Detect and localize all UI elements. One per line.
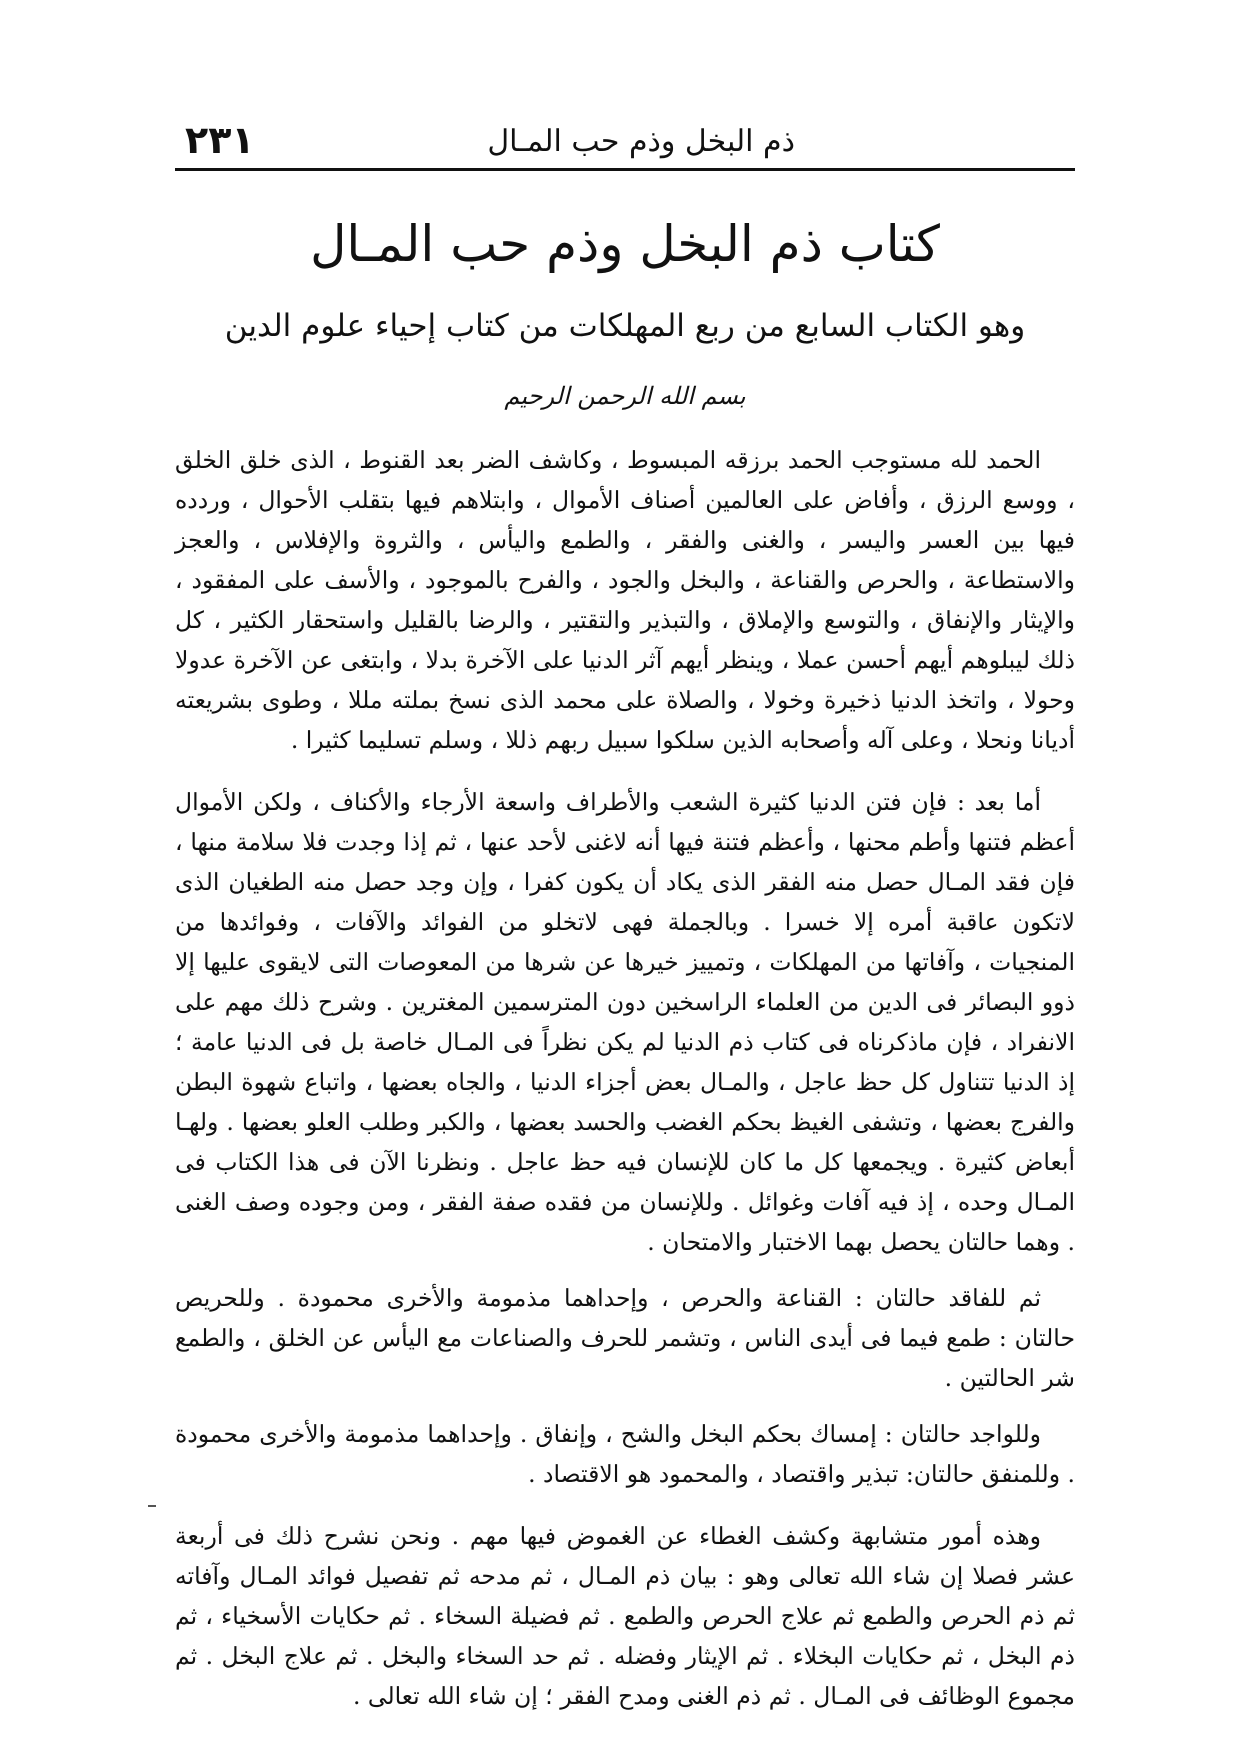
paragraph-introduction: أما بعد : فإن فتن الدنيا كثيرة الشعب والأطراف واسعة الأرجاء والأكناف ، ولكن الأموال أعظم فتنها وأطم محنها ، وأعظم فتنة فيها أنه لاغنى لأحد عنها ، ثم إذا وجدت فلا سلامة منها ، فإن فقد المـال حصل منه الفقر الذى يكاد أن يكون كفرا ، وإن وجد حصل منه الطغيان الذى لاتكون عاقبة أمره إلا خسرا . وبالجملة فهى لاتخلو من الفوائد والآفات ، وفوائدها من المنجيات ، وآفاتها من المهلكات ، وتمييز خيرها عن شرها من المعوصات التى لايقوى عليها إلا ذوو البصائر فى الدين من العلماء الراسخين دون المترسمين المغترين . وشرح ذلك مهم على الانفراد ، فإن ماذكرناه فى كتاب ذم الدنيا لم يكن نظراً فى المـال خاصة بل فى الدنيا عامة ؛ إذ الدنيا تتناول كل حظ عاجل ، والمـال بعض أجزاء الدنيا ، والجاه بعضها ، واتباع شهوة البطن والفرج بعضها ، وتشفى الغيظ بحكم الغضب والحسد بعضها ، والكبر وطلب العلو بعضها . ولهـا أبعاض كثيرة . ويجمعها كل ما كان للإنسان فيه حظ عاجل . ونظرنا الآن فى هذا الكتاب فى المـال وحده ، إذ فيه آفات وغوائل . وللإنسان من فقده صفة الفقر ، ومن وجوده وصف الغنى . وهما حالتان يحصل بهما الاختبار والامتحان . bbox=[175, 788, 1075, 1256]
paragraph-chapters: وهذه أمور متشابهة وكشف الغطاء عن الغموض فيها مهم . ونحن نشرح ذلك فى أربعة عشر فصلا إن شاء الله تعالى وهو : بيان ذم المـال ، ثم مدحه ثم تفصيل فوائد المـال وآفاته ثم ذم الحرص والطمع ثم علاج الحرص والطمع . ثم فضيلة السخاء . ثم حكايات الأسخياء ، ثم ذم البخل ، ثم حكايات البخلاء . ثم الإيثار وفضله . ثم حد السخاء والبخل . ثم علاج البخل . ثم مجموع الوظائف فى المـال . ثم ذم الغنى ومدح الفقر ؛ إن شاء الله تعالى . bbox=[175, 1522, 1075, 1710]
page-number: ٢٣١ bbox=[185, 118, 255, 162]
book-page bbox=[175, 0, 1075, 1752]
book-subtitle: وهو الكتاب السابع من ربع المهلكات من كتاب إحياء علوم الدين bbox=[224, 308, 1026, 344]
paragraph-wajid: وللواجد حالتان : إمساك بحكم البخل والشح ، وإنفاق . وإحداهما مذمومة والأخرى محمودة . وللمنفق حالتان: تبذير واقتصاد ، والمحمود هو الاقتصاد . bbox=[175, 1420, 1075, 1488]
book-title: كتاب ذم البخل وذم حب المـال bbox=[310, 215, 940, 273]
basmala-calligraphy: بسم الله الرحمن الرحيم bbox=[504, 382, 746, 410]
paragraph-preface: الحمد لله مستوجب الحمد برزقه المبسوط ، وكاشف الضر بعد القنوط ، الذى خلق الخلق ، ووسع الرزق ، وأفاض على العالمين أصناف الأموال ، وابتلاهم فيها بتقلب الأحوال ، وردده فيها بين العسر واليسر ، والغنى والفقر ، والطمع واليأس ، والثروة والإفلاس ، والعجز والاستطاعة ، والحرص والقناعة ، والبخل والجود ، والفرح بالموجود ، والأسف على المفقود ، والإيثار والإنفاق ، والتوسع والإملاق ، والتبذير والتقتير ، والرضا بالقليل واستحقار الكثير ، كل ذلك ليبلوهم أيهم أحسن عملا ، وينظر أيهم آثر الدنيا على الآخرة بدلا ، وابتغى عن الآخرة عدولا وحولا ، واتخذ الدنيا ذخيرة وخولا ، والصلاة على محمد الذى نسخ بملته مللا ، وطوى بشريعته أديانا ونحلا ، وعلى آله وأصحابه الذين سلكوا سبيل ربهم ذللا ، وسلم تسليما كثيرا . bbox=[175, 446, 1075, 754]
scan-mark bbox=[148, 1505, 156, 1507]
running-header bbox=[175, 118, 1075, 171]
running-title: ذم البخل وذم حب المـال bbox=[487, 124, 795, 159]
paragraph-faqid: ثم للفاقد حالتان : القناعة والحرص ، وإحداهما مذمومة والأخرى محمودة . وللحريص حالتان : طمع فيما فى أيدى الناس ، وتشمر للحرف والصناعات مع اليأس عن الخلق ، والطمع شر الحالتين . bbox=[175, 1284, 1075, 1392]
body-text bbox=[175, 440, 1075, 1728]
